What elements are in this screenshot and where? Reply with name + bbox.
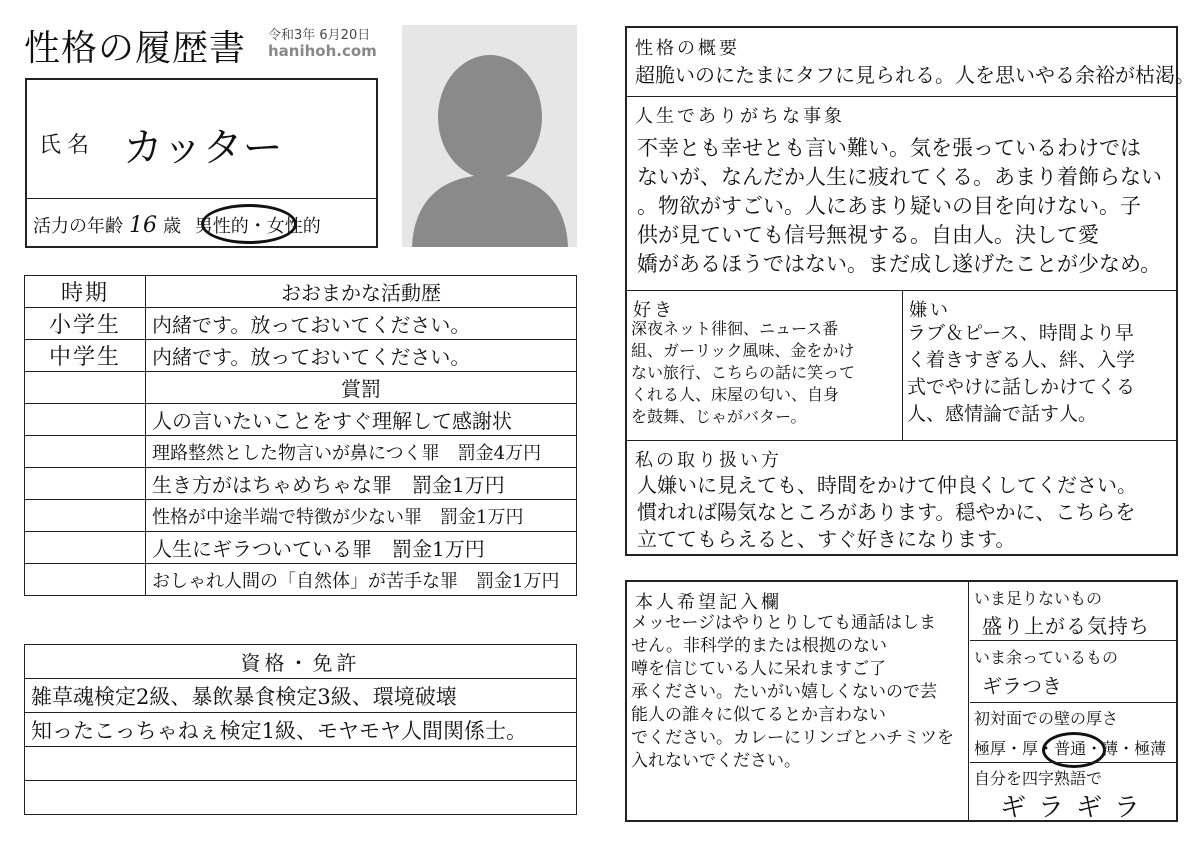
wish-line: 入れないでください。	[631, 751, 801, 771]
life-line: 嬌があるほうではない。まだ成し遂げたことが少なめ。	[637, 252, 1162, 276]
wall-option: 極厚	[974, 739, 1007, 758]
table-row	[25, 781, 577, 815]
likes-text	[631, 318, 855, 428]
gender-male: 男性的	[194, 216, 249, 237]
dislikes-line: ラブ＆ピース、時間より早	[907, 322, 1134, 344]
overview-text: 超脆いのにたまにタフに見られる。人を思いやる余裕が枯渇。	[635, 63, 1195, 87]
likes-dislikes-divider	[902, 290, 903, 440]
date-text: 令和3年 6月20日	[268, 28, 371, 43]
age-unit: 歳	[163, 216, 181, 237]
period-cell	[25, 372, 146, 404]
table-row	[25, 340, 577, 372]
table-row	[25, 679, 577, 713]
name-value: カッター	[123, 125, 283, 171]
wish-divider	[968, 582, 969, 820]
surplus-value: ギラつき	[982, 674, 1062, 698]
name-divider	[27, 198, 376, 199]
section-divider	[970, 762, 1176, 763]
period-cell	[25, 468, 146, 500]
table-row	[25, 468, 577, 500]
surplus-label: いま余っているもの	[974, 648, 1119, 667]
period-header: 時期	[25, 276, 146, 308]
handling-label: 私の取り扱い方	[635, 450, 782, 471]
idiom-label: 自分を四字熟語で	[974, 769, 1103, 788]
wall-option: 薄	[1102, 739, 1119, 758]
table-header-row	[25, 276, 577, 308]
likes-line: 組、ガーリック風味、金をかけ	[631, 341, 855, 360]
license-cell: 雑草魂検定2級、暴飲暴食検定3級、環境破壊	[25, 679, 577, 713]
wall-option: 極薄	[1134, 739, 1167, 758]
wish-line: でください。カレーにリンゴとハチミツを	[631, 728, 954, 748]
life-line: 供が見ていても信号無視する。自由人。決して愛	[637, 223, 1099, 247]
lacking-label: いま足りないもの	[974, 589, 1103, 608]
award-cell: 理路整然とした物言いが鼻につく罪 罰金4万円	[146, 436, 577, 468]
wish-line: 噂を信じている人に呆れますご了	[631, 659, 886, 679]
life-text	[637, 134, 1162, 279]
award-cell: 人生にギラついている罪 罰金1万円	[146, 532, 577, 564]
gender-selection-circle	[201, 204, 297, 244]
wall-option: 厚	[1022, 739, 1039, 758]
table-row	[25, 713, 577, 747]
history-cell: 内緒です。放っておいてください。	[146, 340, 577, 372]
idiom-value: ギラギラ	[1000, 793, 1153, 823]
table-row	[25, 436, 577, 468]
license-cell	[25, 747, 577, 781]
period-cell	[25, 436, 146, 468]
wish-line: せん。非科学的または根拠のない	[631, 636, 888, 656]
handling-line: 慣れれば陽気なところがあります。穏やかに、こちらを	[637, 500, 1136, 524]
vitality-label: 活力の年齢	[33, 216, 123, 237]
table-row	[25, 532, 577, 564]
awards-header: 賞罰	[146, 372, 577, 404]
table-row	[25, 564, 577, 596]
dislikes-text	[907, 320, 1135, 428]
section-divider	[970, 702, 1176, 703]
wish-label: 本人希望記入欄	[635, 592, 782, 613]
gender-female: 女性的	[266, 216, 321, 237]
history-header: おおまかな活動歴	[146, 276, 577, 308]
period-cell: 小学生	[25, 308, 146, 340]
age-value: 16	[129, 213, 157, 238]
table-header-row	[25, 645, 577, 679]
license-cell	[25, 781, 577, 815]
site-url: hanihoh.com	[268, 42, 377, 60]
award-cell: 性格が中途半端で特徴が少ない罪 罰金1万円	[146, 500, 577, 532]
likes-line: ない旅行、こちらの話に笑って	[631, 363, 856, 382]
life-label: 人生でありがちな事象	[635, 106, 845, 127]
likes-line: 深夜ネット徘徊、ニュース番	[631, 319, 839, 338]
wish-line: 承ください。たいがい嬉しくないので芸	[631, 682, 937, 702]
activity-table	[24, 275, 577, 596]
dislikes-line: 人、感情論で話す人。	[907, 403, 1098, 425]
life-line: 。物欲がすごい。人にあまり疑いの目を向けない。子	[637, 194, 1141, 218]
wish-text	[631, 612, 954, 773]
wish-line: メッセージはやりとりしても通話はしま	[631, 613, 936, 633]
wish-side-panel	[970, 582, 1176, 823]
wall-option-selected: 普通	[1054, 739, 1087, 758]
lacking-value: 盛り上がる気持ち	[982, 614, 1150, 638]
wall-separator: ・	[1006, 739, 1023, 758]
handling-line: 立ててもらえると、すぐ好きになります。	[637, 527, 1016, 551]
section-divider	[970, 640, 1176, 641]
history-cell: 内緒です。放っておいてください。	[146, 308, 577, 340]
wall-separator: ・	[1118, 739, 1135, 758]
likes-line: くれる人、床屋の匂い、自身	[631, 385, 840, 404]
dislikes-line: く着きすぎる人、絆、入学	[907, 349, 1136, 371]
period-cell: 中学生	[25, 340, 146, 372]
section-divider	[627, 96, 1176, 97]
dislikes-line: 式でやけに話しかけてくる	[907, 376, 1136, 398]
license-header: 資格・免許	[25, 645, 577, 679]
life-line: ないが、なんだか人生に疲れてくる。あまり着飾らない	[637, 165, 1162, 189]
wall-separator: ・	[1086, 739, 1103, 758]
table-row	[25, 372, 577, 404]
wish-line: 能人の誰々に似てるとか言わない	[631, 705, 886, 725]
table-row	[25, 500, 577, 532]
handling-line: 人嫌いに見えても、時間をかけて仲良くしてください。	[637, 473, 1137, 497]
name-box	[25, 78, 378, 248]
license-table	[24, 644, 577, 815]
profile-photo-placeholder	[402, 25, 577, 247]
wall-label: 初対面での壁の厚さ	[974, 709, 1119, 728]
dislikes-label: 嫌い	[909, 300, 951, 321]
table-row	[25, 404, 577, 436]
wish-box	[625, 580, 1178, 822]
likes-line: を鼓舞、じゃがバター。	[631, 407, 807, 426]
award-cell: おしゃれ人間の「自然体」が苦手な罪 罰金1万円	[146, 564, 577, 596]
section-divider	[627, 440, 1176, 441]
wall-separator: ・	[1038, 739, 1055, 758]
overview-label: 性格の概要	[635, 38, 740, 59]
table-row	[25, 308, 577, 340]
life-line: 不幸とも幸せとも言い難い。気を張っているわけでは	[637, 136, 1141, 160]
period-cell	[25, 532, 146, 564]
handling-text	[637, 472, 1137, 553]
likes-label: 好き	[633, 300, 675, 321]
period-cell	[25, 404, 146, 436]
award-cell: 生き方がはちゃめちゃな罪 罰金1万円	[146, 468, 577, 500]
page-title: 性格の履歴書	[24, 28, 247, 69]
table-row	[25, 747, 577, 781]
period-cell	[25, 500, 146, 532]
license-cell: 知ったこっちゃねぇ検定1級、モヤモヤ人間関係士。	[25, 713, 577, 747]
name-label: 氏名	[39, 133, 96, 158]
award-cell: 人の言いたいことをすぐ理解して感謝状	[146, 404, 577, 436]
period-cell	[25, 564, 146, 596]
person-silhouette-icon	[402, 25, 577, 247]
gender-separator: ・	[248, 216, 267, 237]
personality-panel	[625, 26, 1195, 556]
